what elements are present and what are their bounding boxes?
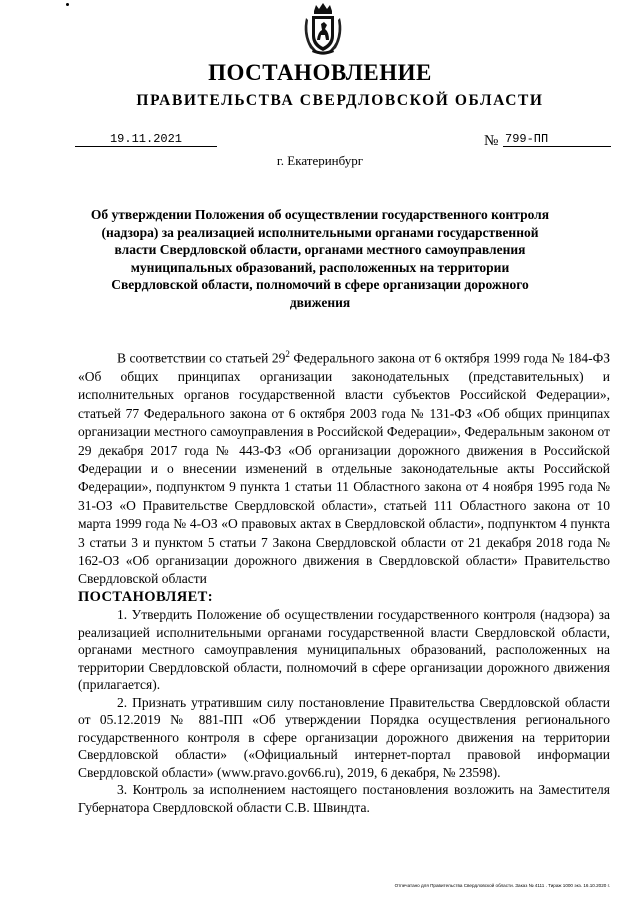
corner-mark [66, 3, 69, 6]
place-of-issue: г. Екатеринбург [276, 153, 364, 168]
decree-heading: ПОСТАНОВЛЯЕТ: [78, 588, 213, 605]
document-number: 799-ПП [503, 132, 611, 147]
issuing-authority: ПРАВИТЕЛЬСТВА СВЕРДЛОВСКОЙ ОБЛАСТИ [136, 92, 544, 109]
preamble-text: Федерального закона от 6 октября 1999 года № 184-ФЗ «Об общих принципах организации законодательных (представительных) и исполнительных органов государственной власти субъектов Российской Федерации», статьей 77 Федерального закона от 6 октября 2003 года № 131-ФЗ «Об общих принципах организации местного самоуправления в Российской Федерации», Федеральным законом от 29 декабря 2017 года № 443-ФЗ «Об организации дорожного движения в Российской Федерации и о внесении изменений в отдельные законодательные акты Российской Федерации», подпунктом 9 пункта 1 статьи 11 Областного закона от 4 ноября 1995 года № 31-ОЗ «О Правительстве Свердловской области», статьей 111 Областного закона от 10 марта 1999 года № 4-ОЗ «О правовых актах в Свердловской области», подпунктом 4 пункта 3 статьи 3 и пунктом 5 статьи 7 Закона Свердловской области от 21 декабря 2018 года № 162-ОЗ «Об организации дорожного движения в Свердловской области» Правительство Свердловской области [78, 350, 610, 587]
article-superscript: 2 [285, 349, 290, 359]
preamble-paragraph [78, 345, 610, 589]
document-body [78, 345, 610, 816]
document-title: Об утверждении Положения об осуществлении государственного контроля (надзора) за реализацией исполнительными органами государственной власти Свердловской области, органами местного самоуправления муниципальных образований, расположенных на территории Свердловской области, полномочий в сфере организации дорожного движения [90, 207, 550, 310]
coat-of-arms-icon [300, 2, 346, 56]
number-sign: № [484, 133, 499, 149]
resolution-item-1: 1. Утвердить Положение об осуществлении государственного контроля (надзора) за реализацией исполнительными органами государственной власти Свердловской области, органами местного самоуправления муниципальных образований, расположенных на территории Свердловской области, полномочий в сфере организации дорожного движения (прилагается). [78, 607, 610, 693]
document-date: 19.11.2021 [75, 132, 217, 147]
resolution-item-2: 2. Признать утратившим силу постановление Правительства Свердловской области от 05.12.2019 № 881-ПП «Об утверждении Порядка осуществления регионального государственного контроля в сфере организации дорожного движения на территории Свердловской области» («Официальный интернет-портал правовой информации Свердловской области» (www.pravo.gov66.ru), 2019, 6 декабря, № 23598). [78, 694, 610, 780]
document-type: ПОСТАНОВЛЕНИЕ [208, 60, 432, 85]
resolution-item-3: 3. Контроль за исполнением настоящего постановления возложить на Заместителя Губернатора Свердловской области С.В. Швиндта. [78, 782, 610, 815]
print-footer: Отпечатано для Правительства Свердловской области. Заказ № 4111 . Тираж 1000 экз. 16.10.2020 г. [394, 883, 610, 888]
preamble-start: В соответствии со статьей 29 [117, 350, 286, 366]
